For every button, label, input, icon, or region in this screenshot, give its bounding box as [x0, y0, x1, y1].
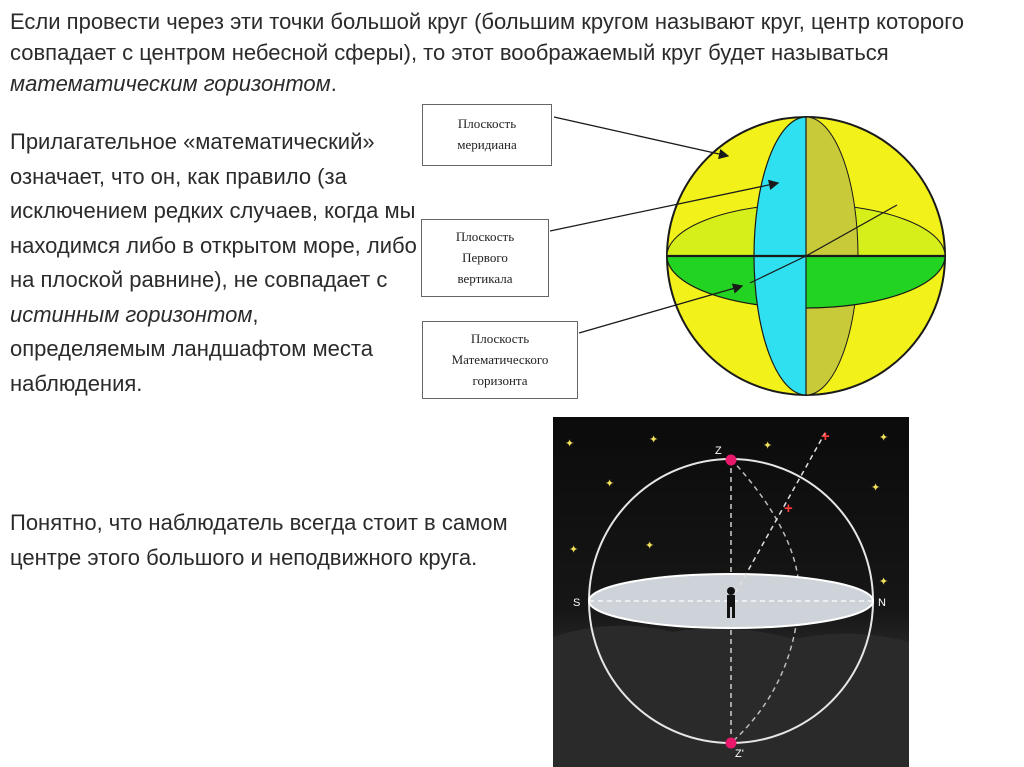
observer-leg [732, 607, 735, 618]
observer-head [727, 587, 735, 595]
star: ✦ [649, 434, 659, 446]
observer-paragraph: Понятно, что наблюдатель всегда стоит в самом центре этого большого и неподвижного круга. [10, 510, 508, 570]
label-line: вертикала [457, 271, 513, 286]
leader-prime-vertical [550, 183, 778, 231]
adjective-emphasis: истинным горизонтом [10, 301, 253, 327]
zenith-point [726, 455, 737, 466]
star: ✦ [645, 540, 655, 552]
intro-text: Если провести через эти точки большой круг (большим кругом называют круг, центр которого совпадает с центром небесной сферы), то этот воображаемый круг будет называться [10, 9, 965, 65]
observer-sphere-diagram [553, 417, 909, 767]
star-target: + [821, 428, 830, 445]
star: ✦ [763, 440, 773, 452]
intro-emphasis: математическим горизонтом [10, 71, 331, 96]
star: ✦ [879, 576, 889, 588]
label-line: Плоскость [455, 229, 515, 244]
observer-body [727, 595, 735, 607]
label-line: меридиана [457, 137, 517, 152]
nadir-label: Z' [735, 748, 744, 760]
intro-text-end: . [330, 71, 337, 96]
label-line: Плоскость [457, 116, 517, 131]
zenith-label: Z [715, 445, 722, 457]
star: ✦ [871, 482, 881, 494]
star: ✦ [569, 544, 579, 556]
star: ✦ [565, 438, 575, 450]
adjective-text-end: , определяемым ландшафтом места наблюдения. [10, 301, 373, 396]
star: ✦ [879, 432, 889, 444]
north-label: N [878, 597, 886, 609]
adjective-text: Прилагательное «математический» означает, что он, как правило (за исключением редких случаев, когда мы находимся либо в открытом море, либо на плоской равнине), не совпадает с [10, 129, 417, 292]
star: ✦ [605, 478, 615, 490]
observer-leg [727, 607, 730, 618]
label-line: Плоскость [470, 331, 530, 346]
label-line: горизонта [472, 373, 528, 388]
leader-horizon [579, 286, 742, 333]
south-label: S [573, 597, 581, 609]
star-on-vertical: + [784, 500, 793, 517]
label-line: Первого [462, 250, 508, 265]
nadir-point [726, 738, 737, 749]
label-line: Математического [451, 352, 549, 367]
leader-meridian [554, 117, 728, 156]
